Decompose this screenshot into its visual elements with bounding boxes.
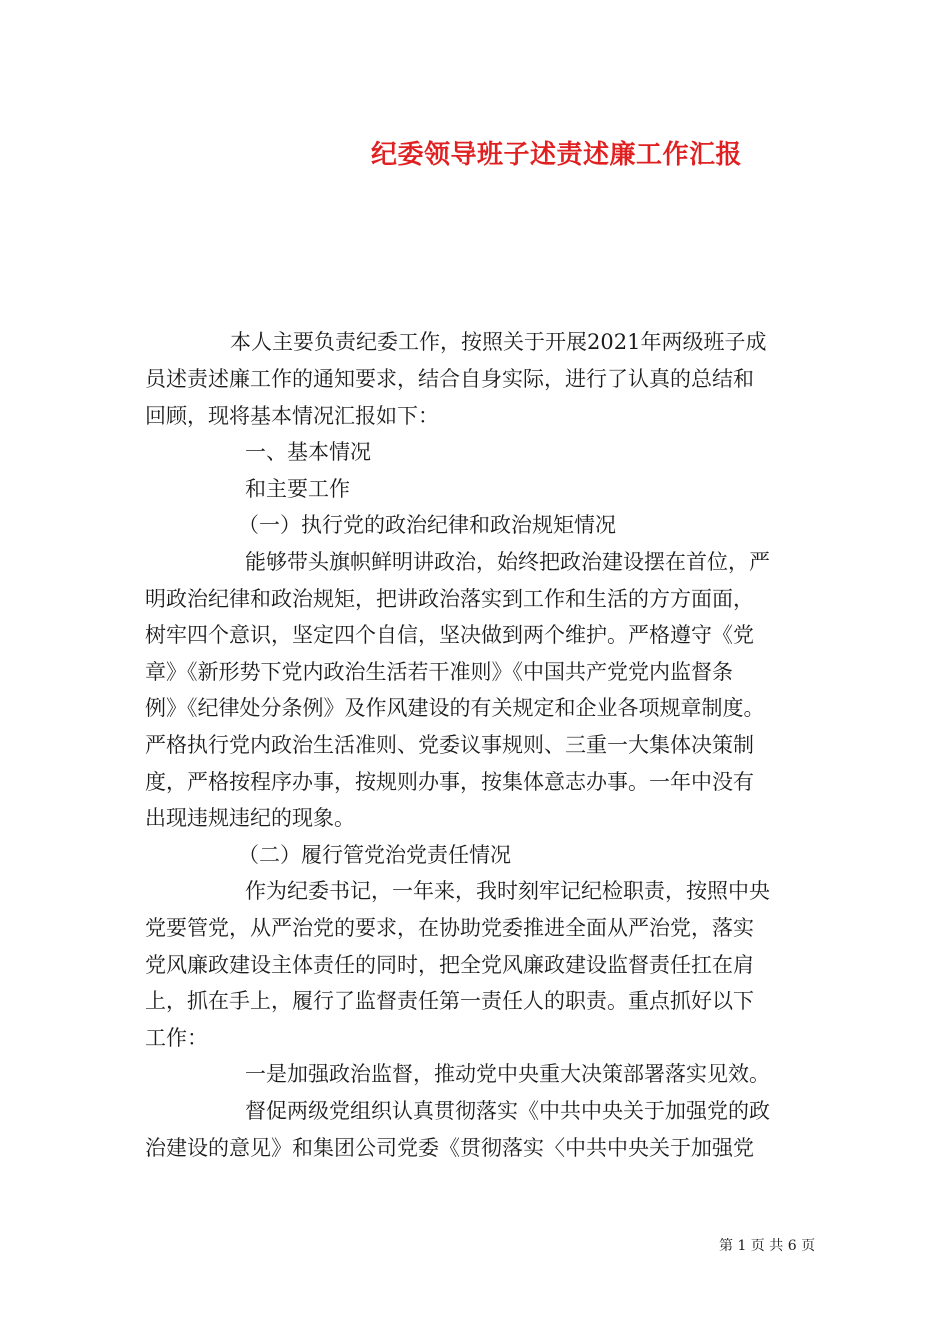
document-title: 纪委领导班子述责述廉工作汇报 bbox=[371, 140, 743, 170]
paragraph-line: 治建设的意见》和集团公司党委《贯彻落实〈中共中央关于加强党 bbox=[145, 1136, 754, 1160]
subsection-heading: （二）履行管党治党责任情况 bbox=[238, 843, 511, 867]
subsection-heading: （一）执行党的政治纪律和政治规矩情况 bbox=[238, 513, 616, 537]
paragraph-line: 出现违规违纪的现象。 bbox=[145, 806, 355, 830]
paragraph-line: 员述责述廉工作的通知要求，结合自身实际，进行了认真的总结和 bbox=[145, 367, 754, 391]
paragraph-line: 督促两级党组织认真贯彻落实《中共中央关于加强党的政 bbox=[245, 1099, 770, 1123]
paragraph-line: 度，严格按程序办事，按规则办事，按集体意志办事。一年中没有 bbox=[145, 770, 754, 794]
page-number: 第 1 页 共 6 页 bbox=[719, 1238, 816, 1254]
paragraph-line: 严格执行党内政治生活准则、党委议事规则、三重一大集体决策制 bbox=[145, 733, 754, 757]
section-heading: 一、基本情况 bbox=[245, 440, 371, 464]
paragraph-line: 作为纪委书记，一年来，我时刻牢记纪检职责，按照中央 bbox=[245, 879, 770, 903]
paragraph-line: 树牢四个意识，坚定四个自信，坚决做到两个维护。严格遵守《党 bbox=[145, 623, 754, 647]
paragraph-line: 党要管党，从严治党的要求，在协助党委推进全面从严治党，落实 bbox=[145, 916, 754, 940]
paragraph-line: 章》《新形势下党内政治生活若干准则》《中国共产党党内监督条 bbox=[145, 660, 733, 684]
paragraph-line: 工作： bbox=[145, 1026, 208, 1050]
paragraph-line: 党风廉政建设主体责任的同时，把全党风廉政建设监督责任扛在肩 bbox=[145, 953, 754, 977]
paragraph-line: 回顾，现将基本情况汇报如下： bbox=[145, 404, 439, 428]
paragraph-line: 明政治纪律和政治规矩，把讲政治落实到工作和生活的方方面面， bbox=[145, 587, 754, 611]
section-heading: 和主要工作 bbox=[245, 477, 350, 501]
paragraph-line: 上，抓在手上，履行了监督责任第一责任人的职责。重点抓好以下 bbox=[145, 989, 754, 1013]
paragraph-line: 本人主要负责纪委工作，按照关于开展2021年两级班子成 bbox=[230, 330, 767, 354]
paragraph-line: 一是加强政治监督，推动党中央重大决策部署落实见效。 bbox=[245, 1062, 770, 1086]
paragraph-line: 能够带头旗帜鲜明讲政治，始终把政治建设摆在首位，严 bbox=[245, 550, 770, 574]
paragraph-line: 例》《纪律处分条例》及作风建设的有关规定和企业各项规章制度。 bbox=[145, 696, 765, 720]
